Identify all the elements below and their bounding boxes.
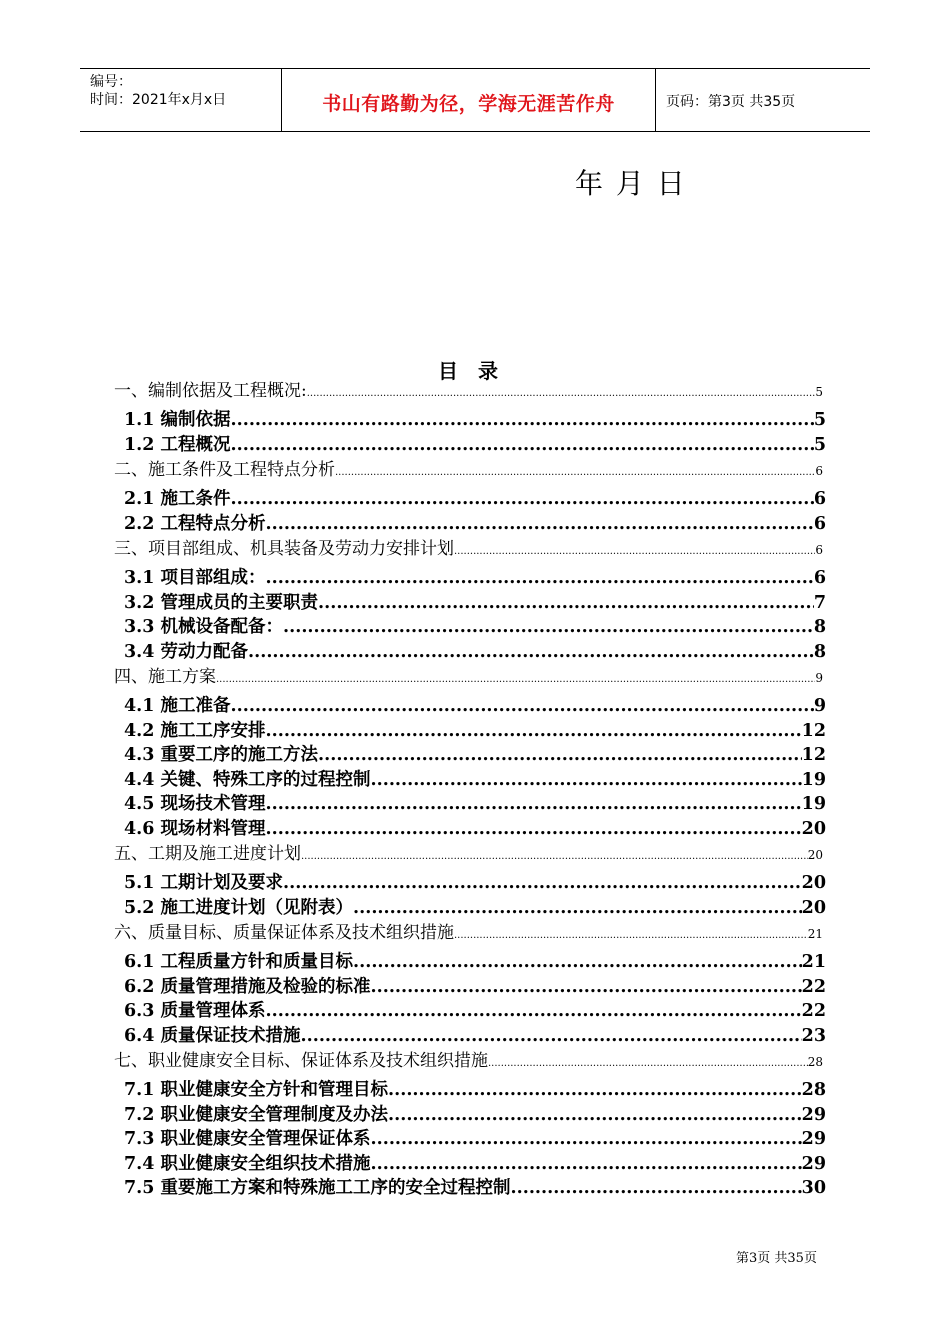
toc-item-entry[interactable] (124, 1176, 826, 1201)
toc-item-entry[interactable] (124, 591, 826, 616)
toc-item-page: 23 (801, 1025, 826, 1046)
toc-section-page: 6 (815, 464, 823, 478)
toc-leader-dots (371, 1127, 802, 1152)
toc-item-page: 20 (801, 897, 826, 918)
toc-item-page: 20 (801, 873, 826, 893)
toc-item-label: 4.4 关键、特殊工序的过程控制 (124, 769, 371, 790)
toc-leader-dots (488, 1051, 808, 1074)
toc-item-label: 6.2 质量管理措施及检验的标准 (124, 976, 371, 997)
header-page-number: 页码：第3页 共35页 (666, 94, 796, 110)
toc-item-page: 9 (813, 696, 826, 716)
toc-item-label: 7.2 职业健康安全管理制度及办法 (124, 1104, 389, 1125)
toc-leader-dots (216, 667, 815, 690)
toc-leader-dots (454, 539, 815, 562)
toc-item-page: 29 (801, 1129, 826, 1149)
toc-section-page: 6 (815, 543, 823, 557)
toc-section-label: 三、项目部组成、机具装备及劳动力安排计划 (114, 539, 454, 559)
toc-item-page: 22 (801, 976, 826, 997)
toc-item-entry[interactable] (124, 792, 826, 817)
toc-item-label: 4.6 现场材料管理 (124, 818, 266, 839)
toc-leader-dots (266, 817, 802, 842)
toc-section-label: 七、职业健康安全目标、保证体系及技术组织措施 (114, 1051, 488, 1071)
toc-item-entry[interactable] (124, 694, 826, 719)
toc-leader-dots (307, 381, 816, 404)
toc-item-entry[interactable] (124, 896, 826, 921)
toc-leader-dots (388, 1078, 802, 1103)
toc-leader-dots (318, 743, 802, 768)
page-footer: 第3页 共35页 (736, 1251, 817, 1266)
toc-item-page: 29 (801, 1153, 826, 1174)
toc-title: 目 录 (438, 359, 498, 383)
toc-item-entry[interactable] (124, 566, 826, 591)
toc-leader-dots (283, 615, 814, 640)
toc-item-page: 7 (813, 592, 826, 613)
toc-item-entry[interactable] (124, 975, 826, 1000)
toc-leader-dots (266, 566, 814, 591)
toc-leader-dots (266, 719, 802, 744)
toc-item-label: 7.3 职业健康安全管理保证体系 (124, 1129, 371, 1149)
toc-item-entry[interactable] (124, 1152, 826, 1177)
toc-item-label: 5.1 工期计划及要求 (124, 873, 284, 893)
toc-section-label: 六、质量目标、质量保证体系及技术组织措施 (114, 923, 454, 943)
toc-section-entry[interactable] (114, 536, 823, 562)
toc-item-page: 21 (801, 952, 826, 972)
toc-leader-dots (371, 975, 802, 1000)
toc-leader-dots (301, 1024, 802, 1049)
toc-section-entry[interactable] (114, 664, 823, 690)
toc-item-entry[interactable] (124, 408, 826, 433)
toc-item-label: 7.4 职业健康安全组织技术措施 (124, 1153, 371, 1174)
toc-section-entry[interactable] (114, 378, 823, 404)
header-motto-cell (282, 69, 656, 131)
toc-section-page: 9 (815, 671, 823, 685)
toc-section-page: 20 (807, 848, 823, 862)
toc-item-entry[interactable] (124, 487, 826, 512)
toc-section-label: 一、编制依据及工程概况: (114, 381, 307, 401)
toc-item-label: 4.1 施工准备 (124, 696, 231, 716)
header-info-cell (80, 69, 282, 131)
toc-leader-dots (318, 591, 814, 616)
motto-text: 书山有路勤为径，学海无涯苦作舟 (322, 93, 615, 115)
date-line: 年 月 日 (575, 167, 687, 200)
toc-item-page: 20 (801, 818, 826, 839)
toc-item-label: 3.1 项目部组成： (124, 568, 266, 588)
toc-item-label: 7.5 重要施工方案和特殊施工工序的安全过程控制 (124, 1178, 511, 1198)
toc-item-entry[interactable] (124, 950, 826, 975)
page-header (80, 68, 870, 132)
toc-leader-dots (266, 999, 802, 1024)
toc-item-page: 29 (801, 1104, 826, 1125)
table-of-contents (0, 378, 950, 1201)
time-label: 时间：2021年x月x日 (90, 92, 227, 108)
toc-leader-dots (231, 694, 814, 719)
toc-item-label: 7.1 职业健康安全方针和管理目标 (124, 1080, 389, 1100)
toc-item-entry[interactable] (124, 1127, 826, 1152)
toc-item-label: 3.4 劳动力配备 (124, 641, 249, 662)
toc-item-page: 22 (801, 1001, 826, 1021)
toc-leader-dots (353, 896, 802, 921)
toc-leader-dots (231, 433, 814, 458)
number-label: 编号： (90, 74, 132, 90)
toc-item-label: 5.2 施工进度计划（见附表） (124, 897, 354, 918)
toc-leader-dots (335, 460, 815, 483)
toc-leader-dots (388, 1103, 802, 1128)
toc-item-entry[interactable] (124, 817, 826, 842)
toc-item-label: 2.1 施工条件 (124, 489, 231, 509)
toc-leader-dots (248, 640, 814, 665)
toc-leader-dots (266, 792, 802, 817)
toc-item-entry[interactable] (124, 1103, 826, 1128)
toc-leader-dots (511, 1176, 802, 1201)
toc-item-entry[interactable] (124, 871, 826, 896)
toc-item-label: 6.1 工程质量方针和质量目标 (124, 952, 354, 972)
toc-section-entry[interactable] (114, 920, 823, 946)
toc-item-page: 28 (801, 1080, 826, 1100)
toc-section-page: 5 (815, 385, 823, 399)
toc-item-label: 1.2 工程概况 (124, 434, 231, 455)
toc-item-page: 5 (813, 410, 826, 430)
toc-item-label: 2.2 工程特点分析 (124, 513, 266, 534)
toc-section-page: 28 (807, 1055, 823, 1069)
toc-item-page: 6 (813, 513, 826, 534)
toc-leader-dots (454, 923, 808, 946)
toc-item-page: 12 (801, 745, 826, 765)
toc-item-entry[interactable] (124, 999, 826, 1024)
toc-leader-dots (231, 487, 814, 512)
toc-item-entry[interactable] (124, 433, 826, 458)
toc-item-label: 4.2 施工工序安排 (124, 720, 266, 741)
toc-section-label: 二、施工条件及工程特点分析 (114, 460, 335, 480)
toc-item-entry[interactable] (124, 768, 826, 793)
toc-item-entry[interactable] (124, 615, 826, 640)
toc-section-entry[interactable] (114, 1048, 823, 1074)
toc-leader-dots (371, 768, 802, 793)
toc-item-page: 8 (813, 641, 826, 662)
toc-item-label: 4.3 重要工序的施工方法 (124, 745, 319, 765)
toc-item-entry[interactable] (124, 743, 826, 768)
toc-section-label: 五、工期及施工进度计划 (114, 844, 301, 864)
toc-leader-dots (301, 844, 808, 867)
toc-item-page: 19 (801, 769, 826, 790)
toc-section-entry[interactable] (114, 841, 823, 867)
toc-item-label: 3.2 管理成员的主要职责 (124, 592, 319, 613)
toc-leader-dots (266, 512, 814, 537)
header-page-cell (656, 69, 870, 131)
toc-item-entry[interactable] (124, 719, 826, 744)
toc-leader-dots (231, 408, 814, 433)
toc-item-page: 12 (801, 720, 826, 741)
toc-item-page: 6 (813, 568, 826, 588)
toc-item-page: 30 (801, 1178, 826, 1198)
toc-item-page: 8 (813, 617, 826, 637)
toc-leader-dots (283, 871, 802, 896)
toc-item-page: 5 (813, 434, 826, 455)
toc-leader-dots (353, 950, 802, 975)
toc-item-label: 4.5 现场技术管理 (124, 794, 266, 814)
toc-leader-dots (371, 1152, 802, 1177)
toc-section-entry[interactable] (114, 457, 823, 483)
toc-item-label: 6.3 质量管理体系 (124, 1001, 266, 1021)
toc-item-entry[interactable] (124, 1024, 826, 1049)
toc-item-entry[interactable] (124, 1078, 826, 1103)
toc-item-page: 6 (813, 489, 826, 509)
toc-section-label: 四、施工方案 (114, 667, 216, 687)
toc-item-label: 6.4 质量保证技术措施 (124, 1025, 301, 1046)
toc-section-page: 21 (807, 927, 823, 941)
toc-item-label: 1.1 编制依据 (124, 410, 231, 430)
toc-item-page: 19 (801, 794, 826, 814)
toc-item-entry[interactable] (124, 512, 826, 537)
toc-item-label: 3.3 机械设备配备： (124, 617, 284, 637)
toc-item-entry[interactable] (124, 640, 826, 665)
